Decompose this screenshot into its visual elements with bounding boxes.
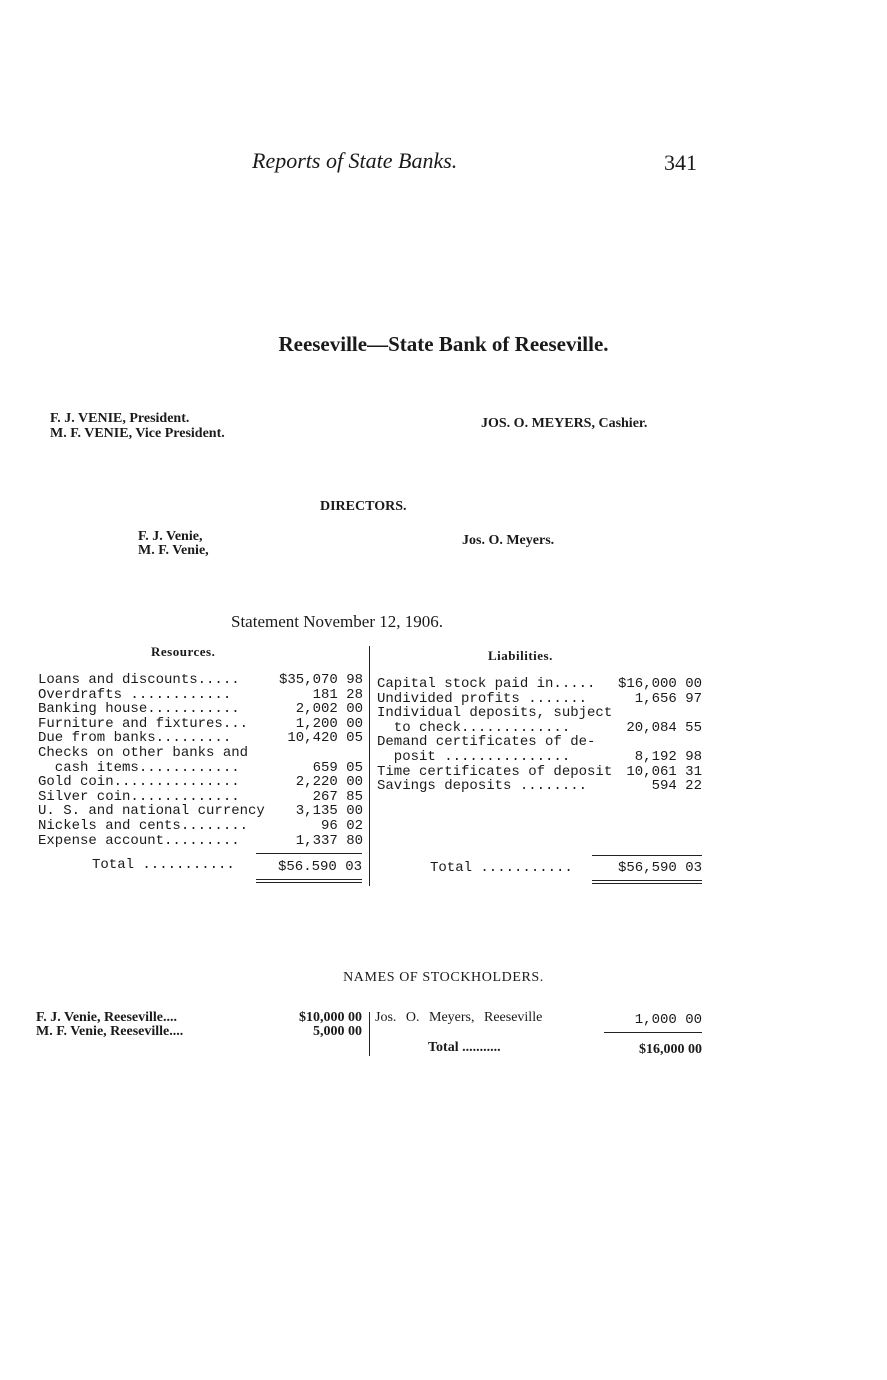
liabilities-row bbox=[377, 779, 702, 794]
liabilities-row bbox=[377, 750, 702, 765]
resources-double-rule-1 bbox=[256, 879, 362, 880]
stockholder-left-1-amount: $10,000 00 bbox=[299, 1010, 362, 1025]
liabilities-row bbox=[377, 677, 702, 692]
item-amount: 267 85 bbox=[312, 788, 363, 805]
liabilities-table bbox=[377, 677, 702, 794]
stockholder-right-1-amount: 1,000 00 bbox=[634, 1012, 702, 1028]
item-label: Checks on other banks and bbox=[38, 744, 249, 761]
liabilities-row bbox=[377, 735, 702, 750]
resources-total-label: Total ........... bbox=[92, 857, 235, 873]
item-label: Gold coin............... bbox=[38, 774, 240, 791]
director-left-2: M. F. Venie, bbox=[138, 543, 209, 558]
item-label: cash items............ bbox=[38, 759, 240, 776]
resources-row bbox=[38, 834, 363, 849]
item-amount: $16,000 00 bbox=[617, 676, 702, 692]
item-label: Undivided profits ....... bbox=[377, 690, 588, 707]
item-label: Due from banks......... bbox=[38, 730, 232, 747]
stockholder-left-2-amount: 5,000 00 bbox=[313, 1024, 362, 1039]
item-amount: 1,656 97 bbox=[634, 690, 702, 707]
resources-row bbox=[38, 688, 363, 703]
bank-title: Reeseville—State Bank of Reeseville. bbox=[278, 332, 609, 356]
item-amount: 1,200 00 bbox=[295, 715, 363, 732]
resources-row bbox=[38, 702, 363, 717]
item-amount: 10,420 05 bbox=[287, 730, 363, 747]
director-left-1: F. J. Venie, bbox=[138, 529, 203, 544]
item-label: Furniture and fixtures... bbox=[38, 715, 249, 732]
item-label: Time certificates of deposit bbox=[377, 763, 613, 780]
item-amount: 2,220 00 bbox=[295, 774, 363, 791]
stockholders-heading: NAMES OF STOCKHOLDERS. bbox=[343, 970, 544, 985]
item-label: Savings deposits ........ bbox=[377, 778, 588, 795]
resources-row bbox=[38, 673, 363, 688]
item-label: Overdrafts ............ bbox=[38, 686, 232, 703]
liabilities-total-value: $56,590 03 bbox=[617, 860, 702, 876]
item-amount: 659 05 bbox=[312, 759, 363, 776]
officer-vice-president: M. F. VENIE, Vice President. bbox=[50, 426, 225, 441]
liabilities-total-rule bbox=[592, 855, 702, 856]
item-label: Individual deposits, subject bbox=[377, 705, 613, 722]
resources-total-rule bbox=[256, 853, 362, 854]
column-divider bbox=[369, 646, 370, 886]
statement-title: Statement November 12, 1906. bbox=[231, 612, 443, 631]
director-right: Jos. O. Meyers. bbox=[462, 533, 555, 548]
liabilities-total-label: Total ........... bbox=[430, 860, 573, 876]
item-label: Silver coin............. bbox=[38, 788, 240, 805]
stockholders-total-rule bbox=[604, 1032, 702, 1033]
liabilities-row bbox=[377, 692, 702, 707]
directors-heading: DIRECTORS. bbox=[320, 499, 407, 514]
resources-row bbox=[38, 775, 363, 790]
running-title: Reports of State Banks. bbox=[252, 148, 458, 173]
item-amount: $35,070 98 bbox=[278, 672, 363, 688]
item-amount: 96 02 bbox=[320, 817, 363, 834]
resources-heading: Resources. bbox=[151, 644, 216, 659]
resources-row bbox=[38, 790, 363, 805]
page-number: 341 bbox=[664, 150, 697, 175]
liabilities-row bbox=[377, 706, 702, 721]
item-amount: 594 22 bbox=[651, 778, 702, 795]
item-amount: 10,061 31 bbox=[626, 763, 702, 780]
stockholder-left-1-name: F. J. Venie, Reeseville.... bbox=[36, 1010, 178, 1025]
resources-double-rule-2 bbox=[256, 882, 362, 883]
item-label: U. S. and national currency bbox=[38, 803, 265, 820]
item-label: Banking house........... bbox=[38, 701, 240, 718]
item-amount: 1,337 80 bbox=[295, 832, 363, 849]
liabilities-double-rule-1 bbox=[592, 880, 702, 881]
item-label: Nickels and cents........ bbox=[38, 817, 249, 834]
stockholder-right-1-name: Jos. O. Meyers, Reeseville bbox=[375, 1010, 543, 1025]
item-label: Demand certificates of de- bbox=[377, 734, 596, 751]
officer-president: F. J. VENIE, President. bbox=[50, 411, 190, 426]
officer-cashier: JOS. O. MEYERS, Cashier. bbox=[481, 416, 648, 431]
resources-row bbox=[38, 731, 363, 746]
item-amount: 8,192 98 bbox=[634, 748, 702, 765]
item-label: Loans and discounts..... bbox=[38, 672, 240, 688]
resources-row bbox=[38, 761, 363, 776]
item-amount: 181 28 bbox=[312, 686, 363, 703]
liabilities-double-rule-2 bbox=[592, 883, 702, 884]
stockholders-divider bbox=[369, 1012, 370, 1056]
item-label: Expense account......... bbox=[38, 832, 240, 849]
item-label: Capital stock paid in..... bbox=[377, 676, 596, 692]
item-amount: 2,002 00 bbox=[295, 701, 363, 718]
resources-row bbox=[38, 746, 363, 761]
resources-total-value: $56.590 03 bbox=[277, 859, 362, 875]
resources-table bbox=[38, 673, 363, 848]
item-label: posit ............... bbox=[377, 748, 571, 765]
item-amount: 20,084 55 bbox=[626, 719, 702, 736]
stockholder-left-2-name: M. F. Venie, Reeseville.... bbox=[36, 1024, 184, 1039]
item-amount: 3,135 00 bbox=[295, 803, 363, 820]
stockholders-total-value: $16,000 00 bbox=[639, 1042, 702, 1057]
resources-row bbox=[38, 819, 363, 834]
item-label: to check............. bbox=[377, 719, 571, 736]
resources-row bbox=[38, 717, 363, 732]
stockholders-total-label: Total ........... bbox=[428, 1040, 501, 1055]
resources-row bbox=[38, 804, 363, 819]
liabilities-heading: Liabilities. bbox=[488, 648, 553, 663]
liabilities-row bbox=[377, 721, 702, 736]
liabilities-row bbox=[377, 765, 702, 780]
